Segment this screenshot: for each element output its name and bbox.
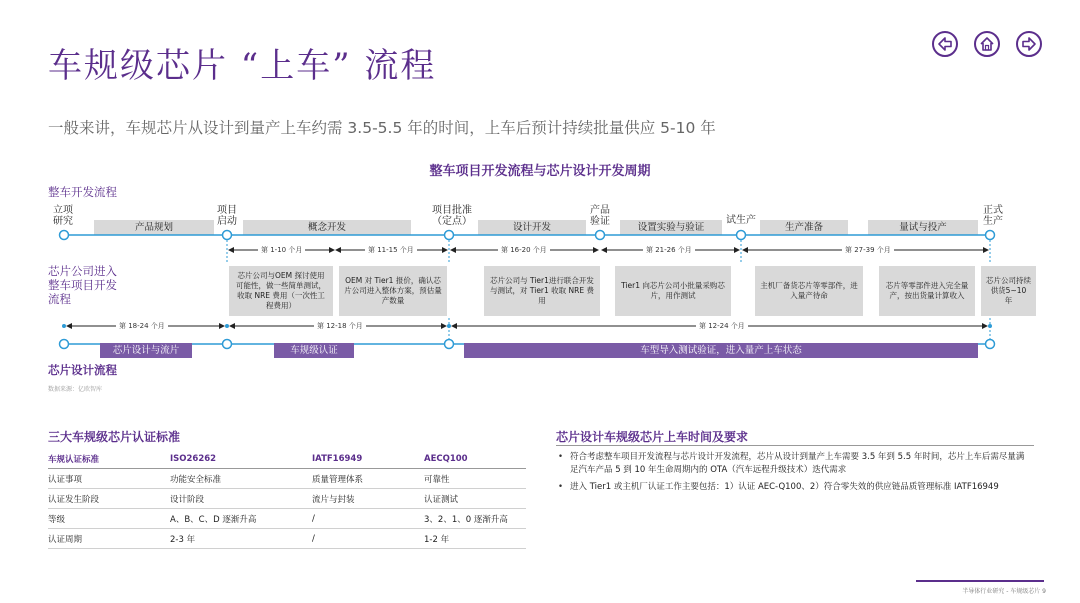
duration-label: 第 1-10 个月	[258, 246, 305, 255]
table-header-cell: IATF16949	[312, 449, 424, 469]
page-subtitle: 一般来讲，车规芯片从设计到量产上车约需 3.5-5.5 年的时间，上车后预计持续批量供应 5-10 年	[48, 119, 716, 137]
chip-phase-bar: 车型导入测试验证，进入量产上车状态	[464, 343, 978, 358]
table-cell: /	[312, 529, 424, 549]
activity-box: 主机厂备货芯片等零部件，进入量产待命	[755, 266, 863, 316]
duration-label: 第 16-20 个月	[498, 246, 550, 255]
table-cell: 1-2 年	[424, 529, 526, 549]
duration-label: 第 21-26 个月	[643, 246, 695, 255]
table-cell: 流片与封装	[312, 489, 424, 509]
milestone-marker	[223, 231, 232, 240]
table-cell: /	[312, 509, 424, 529]
table-cell: 2-3 年	[170, 529, 312, 549]
table-cell: 认证周期	[48, 529, 170, 549]
table-cell: 等级	[48, 509, 170, 529]
table-cell: 设计阶段	[170, 489, 312, 509]
chip-phase-bar: 芯片设计与流片	[100, 343, 192, 358]
table-row	[48, 509, 526, 529]
table-cell: 认证事项	[48, 469, 170, 489]
cert-table	[48, 449, 526, 549]
cert-section-title: 三大车规级芯片认证标准	[48, 430, 181, 444]
table-row	[48, 489, 526, 509]
phase-box: 设计开发	[478, 220, 586, 235]
chip-entry-label: 芯片公司进入整车项目开发流程	[48, 264, 117, 306]
table-cell: 质量管理体系	[312, 469, 424, 489]
table-header-cell: ISO26262	[170, 449, 312, 469]
timing-bullets	[556, 451, 1032, 498]
vehicle-flow-label: 整车开发流程	[48, 185, 117, 199]
duration-label: 第 11-15 个月	[365, 246, 417, 255]
phase-box: 生产准备	[760, 220, 848, 235]
table-row	[48, 529, 526, 549]
chip-flow-label: 芯片设计流程	[48, 363, 117, 377]
table-cell: 3、2、1、0 逐渐升高	[424, 509, 526, 529]
phase-box: 量试与投产	[868, 220, 978, 235]
bullet-item: • 进入 Tier1 或主机厂认证工作主要包括：1）认证 AEC-Q100、2）符合零失效的供应链品质管理标准 IATF16949	[556, 481, 1032, 494]
table-cell: 认证发生阶段	[48, 489, 170, 509]
milestone-label: 产品 验证	[590, 205, 610, 227]
activity-box: 芯片等零部件进入完全量产，按出货量计算收入	[879, 266, 975, 316]
table-header-row	[48, 449, 526, 469]
milestone-label: 项目批准 （定点）	[432, 205, 472, 227]
milestone-marker	[445, 231, 454, 240]
milestone-label: 试生产	[726, 215, 756, 226]
footer-line	[916, 580, 1044, 582]
table-cell: A、B、C、D 逐渐升高	[170, 509, 312, 529]
table-header-cell: AECQ100	[424, 449, 526, 469]
milestone-marker	[60, 231, 69, 240]
page-title: 车规级芯片 “上车” 流程	[48, 46, 437, 86]
activity-box: 芯片公司与OEM 探讨使用可能性，做一些简单测试，收取 NRE 费用（一次性工程费用）	[229, 266, 333, 316]
table-cell: 可靠性	[424, 469, 526, 489]
milestone-marker	[737, 231, 746, 240]
duration-label: 第 27-39 个月	[842, 246, 894, 255]
phase-box: 产品规划	[94, 220, 214, 235]
milestone-label: 正式 生产	[983, 205, 1003, 227]
duration-label: 第 12-24 个月	[696, 322, 748, 331]
milestone-label: 立项 研究	[53, 205, 73, 227]
milestone-label: 项目 启动	[217, 205, 237, 227]
activity-box: 芯片公司与 Tier1进行联合开发与测试，对 Tier1 收取 NRE 费用	[484, 266, 600, 316]
timing-section-title: 芯片设计车规级芯片上车时间及要求	[556, 430, 749, 444]
source-note: 数据来源：亿欧智库	[48, 386, 103, 393]
table-cell: 功能安全标准	[170, 469, 312, 489]
bullet-item: • 符合考虑整车项目开发流程与芯片设计开发流程，芯片从设计到量产上车需要 3.5 年到 5.5 年时间，芯片上车后需尽量满足汽车产品 5 到 10 年生命周期内的 OTA（汽车远程升级技术）迭代需求	[556, 451, 1032, 477]
activity-box: 芯片公司持续供货5~10 年	[981, 266, 1036, 316]
activity-box: OEM 对 Tier1 报价，确认芯片公司进入整体方案，预估量产数量	[339, 266, 447, 316]
table-cell: 认证测试	[424, 489, 526, 509]
divider	[556, 445, 1034, 446]
milestone-marker	[596, 231, 605, 240]
milestone-marker	[986, 231, 995, 240]
table-row	[48, 469, 526, 489]
phase-box: 设置实验与验证	[620, 220, 722, 235]
duration-label: 第 18-24 个月	[116, 322, 168, 331]
table-header-cell: 车规认证标准	[48, 449, 170, 469]
phase-box: 概念开发	[243, 220, 411, 235]
duration-label: 第 12-18 个月	[314, 322, 366, 331]
chip-phase-bar: 车规级认证	[274, 343, 354, 358]
footer-text: 半导体行业研究 - 车规级芯片 9	[962, 588, 1046, 595]
activity-box: Tier1 向芯片公司小批量采购芯片，用作测试	[615, 266, 731, 316]
diagram-title: 整车项目开发流程与芯片设计开发周期	[429, 164, 651, 179]
